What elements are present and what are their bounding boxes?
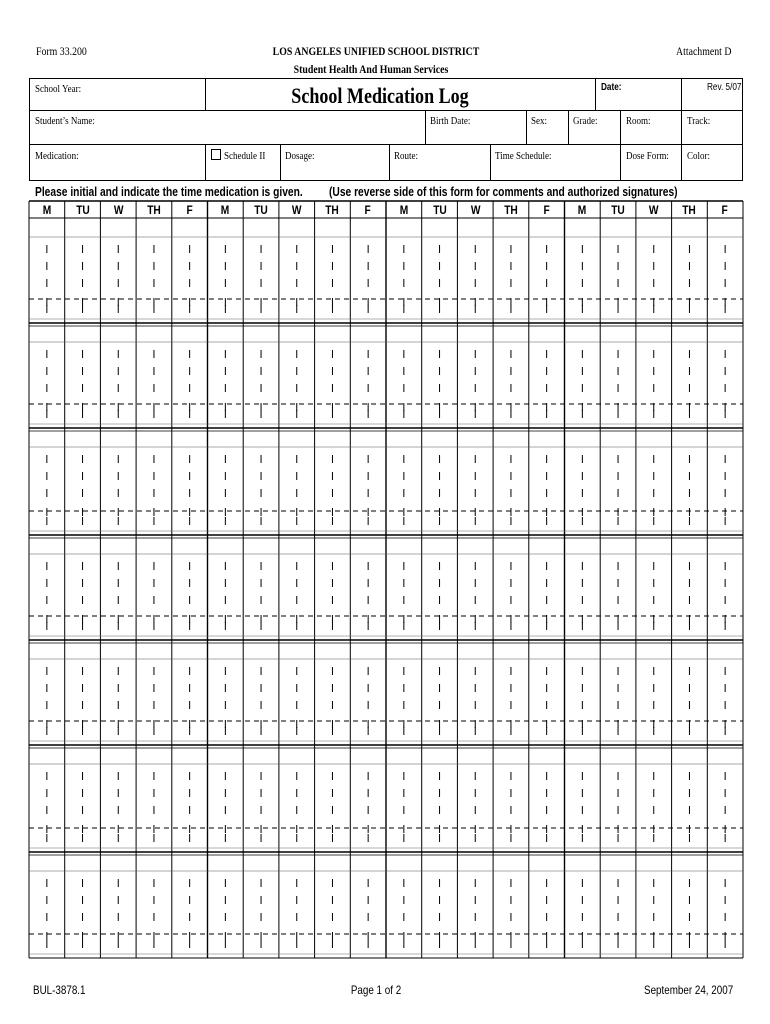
page-number: Page 1 of 2 — [350, 983, 402, 997]
time-schedule-field[interactable]: Time Schedule: — [495, 150, 552, 162]
day-header-12: TU — [432, 203, 447, 217]
day-header-17: TU — [611, 203, 625, 217]
day-header-6: M — [221, 203, 230, 217]
dose-form-field[interactable]: Dose Form: — [626, 150, 669, 162]
day-header-18: W — [648, 203, 659, 217]
day-header-15: F — [543, 203, 550, 217]
schedule-ii-label: Schedule II — [224, 150, 266, 162]
route-field[interactable]: Route: — [394, 150, 419, 162]
day-header-7: TU — [254, 203, 268, 217]
birth-date-field[interactable]: Birth Date: — [430, 115, 471, 127]
students-name-field[interactable]: Student’s Name: — [35, 115, 95, 127]
day-header-5: F — [186, 203, 193, 217]
day-header-11: M — [399, 203, 409, 217]
reverse-side-note: (Use reverse side of this form for comments and authorized signatures) — [329, 185, 678, 199]
bulletin-number: BUL-3878.1 — [33, 983, 86, 997]
sex-field[interactable]: Sex: — [531, 115, 548, 127]
day-header-2: TU — [75, 203, 90, 217]
footer-date: September 24, 2007 — [644, 983, 734, 997]
day-header-20: F — [722, 203, 729, 217]
department-name: Student Health And Human Services — [293, 62, 449, 76]
day-header-19: TH — [682, 203, 697, 217]
medication-field[interactable]: Medication: — [35, 150, 79, 162]
district-name: LOS ANGELES UNIFIED SCHOOL DISTRICT — [272, 44, 480, 58]
grade-field[interactable]: Grade: — [573, 115, 598, 127]
page-title: School Medication Log — [291, 83, 469, 108]
room-field[interactable]: Room: — [626, 115, 651, 127]
date-field[interactable]: Date: — [601, 82, 622, 93]
color-field[interactable]: Color: — [687, 150, 711, 162]
school-year-field[interactable]: School Year: — [35, 83, 82, 95]
track-field[interactable]: Track: — [687, 115, 711, 127]
day-header-10: F — [365, 203, 372, 217]
day-header-3: W — [113, 203, 124, 217]
day-header-14: TH — [504, 203, 518, 217]
attachment-label: Attachment D — [676, 44, 732, 58]
instruction-text: Please initial and indicate the time medication is given. — [35, 185, 303, 199]
day-header-16: M — [578, 203, 587, 217]
form-number: Form 33.200 — [36, 44, 87, 58]
day-header-8: W — [291, 203, 302, 217]
day-header-4: TH — [147, 203, 161, 217]
revision-label: Rev. 5/07 — [707, 82, 742, 93]
dosage-field[interactable]: Dosage: — [285, 150, 315, 162]
day-header-9: TH — [325, 203, 340, 217]
day-header-1: M — [42, 203, 52, 217]
day-header-13: W — [470, 203, 481, 217]
